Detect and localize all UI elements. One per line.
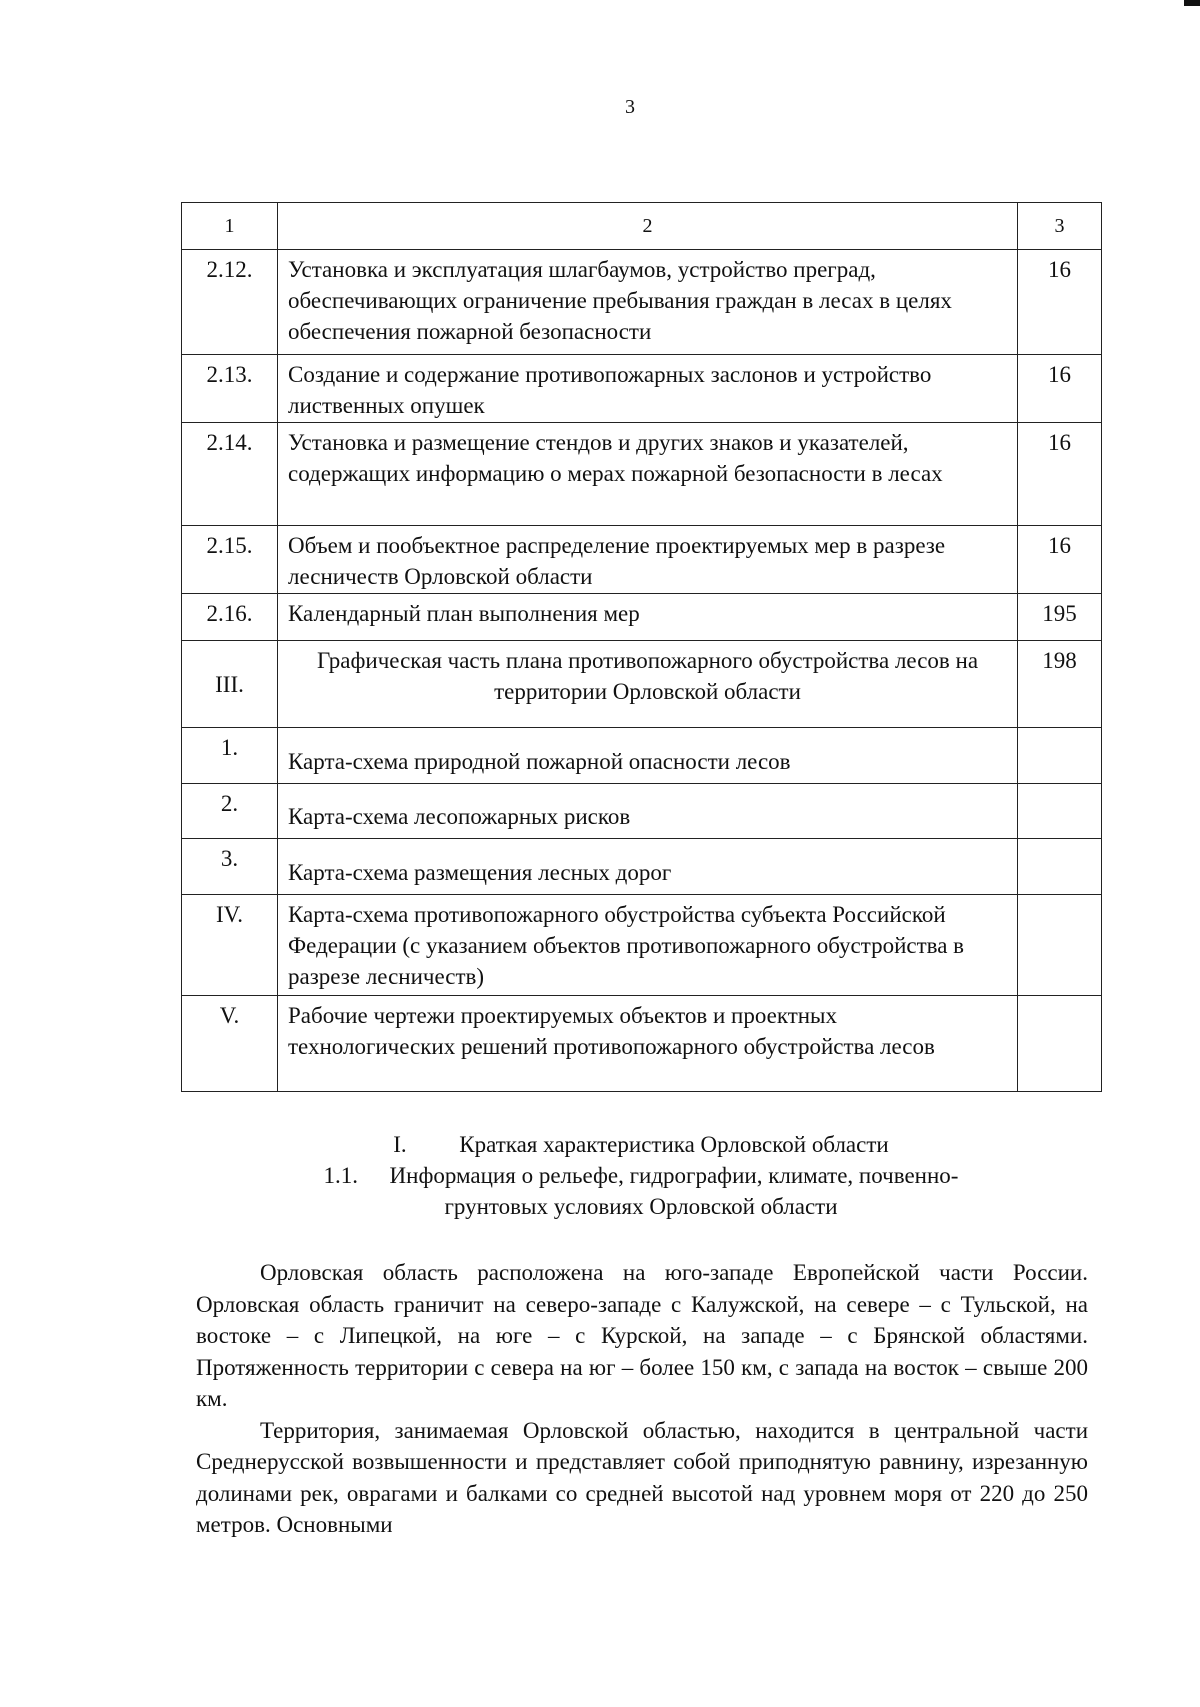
- row-title: Карта-схема размещения лесных дорог: [278, 839, 1018, 895]
- table-row: [182, 526, 1102, 594]
- table-row: [182, 996, 1102, 1092]
- table-header-row: [182, 203, 1102, 250]
- row-number: 2.15.: [182, 526, 278, 594]
- table-row: [182, 895, 1102, 996]
- row-number: 2.: [182, 784, 278, 839]
- row-title: Карта-схема природной пожарной опасности лесов: [278, 728, 1018, 784]
- row-number: 2.14.: [182, 423, 278, 526]
- row-title: Создание и содержание противопожарных заслонов и устройство лиственных опушек: [278, 355, 1018, 423]
- contents-table: [181, 202, 1102, 1092]
- row-title: Графическая часть плана противопожарного обустройства лесов на территории Орловской области: [278, 641, 1018, 728]
- table-row: [182, 250, 1102, 355]
- row-number: V.: [182, 996, 278, 1092]
- row-page: [1018, 728, 1102, 784]
- body-text: [196, 1257, 1088, 1541]
- table-row: [182, 728, 1102, 784]
- row-number: 3.: [182, 839, 278, 895]
- table-row: [182, 839, 1102, 895]
- subsection-heading: [181, 1160, 1101, 1191]
- row-page: [1018, 784, 1102, 839]
- row-title: Календарный план выполнения мер: [278, 594, 1018, 641]
- row-number: 2.13.: [182, 355, 278, 423]
- section-title: Краткая характеристика Орловской области: [459, 1132, 889, 1157]
- row-title: Установка и эксплуатация шлагбаумов, устройство преград, обеспечивающих ограничение пребывания граждан в лесах в целях обеспечения пожарной безопасности: [278, 250, 1018, 355]
- row-number: 1.: [182, 728, 278, 784]
- row-page: [1018, 839, 1102, 895]
- table-row: [182, 355, 1102, 423]
- table-row: [182, 423, 1102, 526]
- row-page: 16: [1018, 423, 1102, 526]
- header-cell-2: 2: [278, 203, 1018, 250]
- header-cell-3: 3: [1018, 203, 1102, 250]
- row-page: 195: [1018, 594, 1102, 641]
- table-row: [182, 594, 1102, 641]
- page-number: 3: [625, 96, 635, 118]
- subsection-title-line-2: грунтовых условиях Орловской области: [444, 1194, 838, 1219]
- row-page: 16: [1018, 526, 1102, 594]
- paragraph: Территория, занимаемая Орловской областью, находится в центральной части Среднерусской возвышенности и представляет собой приподнятую равнину, изрезанную долинами рек, оврагами и балками со средней высотой над уровнем моря от 220 до 250 метров. Основными: [196, 1417, 1088, 1537]
- section-heading: [181, 1129, 1101, 1160]
- subsection-heading-continued: [181, 1191, 1101, 1222]
- row-number: 2.16.: [182, 594, 278, 641]
- row-title: Карта-схема противопожарного обустройства субъекта Российской Федерации (с указанием объектов противопожарного обустройства в разрезе лесничеств): [278, 895, 1018, 996]
- row-title: Установка и размещение стендов и других знаков и указателей, содержащих информацию о мерах пожарной безопасности в лесах: [278, 423, 1018, 526]
- row-page: 16: [1018, 250, 1102, 355]
- row-number: III.: [182, 641, 278, 728]
- row-title: Рабочие чертежи проектируемых объектов и проектных технологических решений противопожарного обустройства лесов: [278, 996, 1018, 1092]
- scan-corner-mark: [1184, 0, 1200, 6]
- row-number: 2.12.: [182, 250, 278, 355]
- row-title: Карта-схема лесопожарных рисков: [278, 784, 1018, 839]
- row-page: 198: [1018, 641, 1102, 728]
- paragraph: Орловская область расположена на юго-западе Европейской части России. Орловская область граничит на северо-западе с Калужской, на севере – с Тульской, на востоке – с Липецкой, на юге – с Курской, на западе – с Брянской областями. Протяженность территории с севера на юг – более 150 км, с запада на восток – свыше 200 км.: [196, 1260, 1088, 1411]
- subsection-title-line-1: Информация о рельефе, гидрографии, климате, почвенно-: [389, 1163, 959, 1188]
- row-page: [1018, 996, 1102, 1092]
- row-page: 16: [1018, 355, 1102, 423]
- row-title: Объем и пообъектное распределение проектируемых мер в разрезе лесничеств Орловской области: [278, 526, 1018, 594]
- row-page: [1018, 895, 1102, 996]
- table-row: [182, 641, 1102, 728]
- subsection-number: 1.1.: [323, 1163, 359, 1188]
- header-cell-1: 1: [182, 203, 278, 250]
- section-number: I.: [393, 1132, 407, 1157]
- row-number: IV.: [182, 895, 278, 996]
- table-row: [182, 784, 1102, 839]
